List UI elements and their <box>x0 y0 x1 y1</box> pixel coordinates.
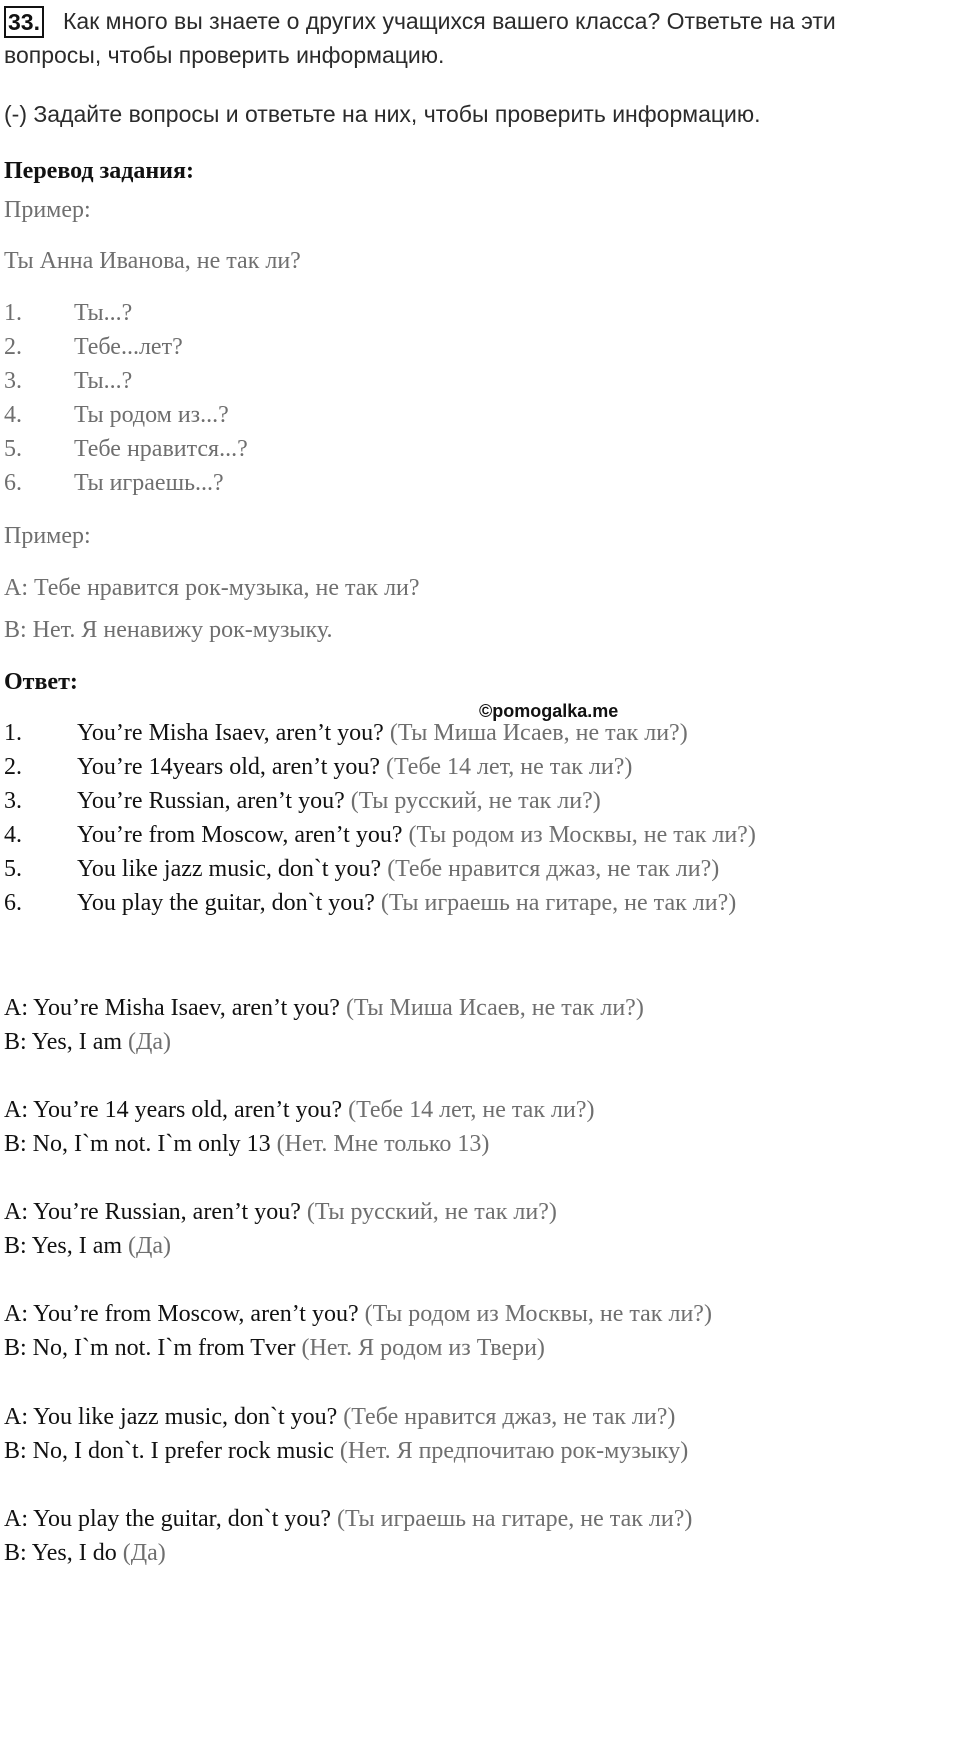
dialog-en: B: No, I don`t. I prefer rock music <box>4 1438 334 1464</box>
dialog-ru: (Нет. Мне только 13) <box>276 1131 490 1157</box>
answer-item <box>77 786 601 816</box>
dialog-line-b <box>4 1538 166 1568</box>
dialog-line-b <box>4 1436 688 1466</box>
dialog-en: A: You play the guitar, don`t you? <box>4 1506 332 1532</box>
task-line-3: (-) Задайте вопросы и ответьте на них, чтобы проверить информацию. <box>4 101 761 127</box>
answer-en: You play the guitar, don`t you? <box>77 890 375 916</box>
answer-heading: Ответ: <box>4 669 78 695</box>
list-item-number: 6. <box>4 470 22 496</box>
example-label-2: Пример: <box>4 523 91 549</box>
answer-en: You’re Russian, aren’t you? <box>77 788 345 814</box>
dialog-line-a <box>4 993 644 1023</box>
answer-item <box>77 718 688 748</box>
answer-item <box>77 820 756 850</box>
dialog-line-b <box>4 1333 545 1363</box>
dialog-ru: (Тебе нравится джаз, не так ли?) <box>343 1404 676 1430</box>
answer-ru: (Ты Миша Исаев, не так ли?) <box>389 720 688 746</box>
dialog-en: A: You’re 14 years old, aren’t you? <box>4 1097 343 1123</box>
dialog-en: B: Yes, I do <box>4 1540 117 1566</box>
answer-en: You like jazz music, don`t you? <box>77 856 382 882</box>
dialog-ru: (Тебе 14 лет, не так ли?) <box>348 1097 595 1123</box>
dialog-ru: (Да) <box>122 1540 166 1566</box>
list-item: Тебе нравится...? <box>74 436 248 462</box>
task-number-box: 33. <box>4 6 44 38</box>
dialog-line-b <box>4 1129 489 1159</box>
task-line-2: вопросы, чтобы проверить информацию. <box>4 42 445 68</box>
example-dialog-b: B: Нет. Я ненавижу рок-музыку. <box>4 617 333 643</box>
list-item: Ты родом из...? <box>74 402 229 428</box>
list-item-number: 5. <box>4 436 22 462</box>
answer-item <box>77 752 632 782</box>
example-dialog-a: A: Тебе нравится рок-музыка, не так ли? <box>4 575 420 601</box>
list-item-number: 4. <box>4 402 22 428</box>
dialog-line-a <box>4 1299 712 1329</box>
dialog-en: B: No, I`m not. I`m from Tver <box>4 1335 296 1361</box>
dialog-ru: (Да) <box>128 1233 172 1259</box>
dialog-en: B: No, I`m not. I`m only 13 <box>4 1131 271 1157</box>
dialog-ru: (Ты русский, не так ли?) <box>306 1199 557 1225</box>
answer-number: 6. <box>4 890 22 916</box>
answer-number: 3. <box>4 788 22 814</box>
answer-ru: (Ты русский, не так ли?) <box>350 788 601 814</box>
dialog-line-b <box>4 1231 171 1261</box>
example-label: Пример: <box>4 197 91 223</box>
dialog-ru: (Нет. Я родом из Твери) <box>301 1335 545 1361</box>
list-item-number: 2. <box>4 334 22 360</box>
dialog-en: B: Yes, I am <box>4 1233 123 1259</box>
answer-number: 5. <box>4 856 22 882</box>
dialog-line-b <box>4 1027 171 1057</box>
dialog-en: A: You’re Misha Isaev, aren’t you? <box>4 995 340 1021</box>
dialog-ru: (Ты играешь на гитаре, не так ли?) <box>337 1506 693 1532</box>
answer-ru: (Тебе 14 лет, не так ли?) <box>386 754 633 780</box>
list-item-number: 1. <box>4 300 22 326</box>
answer-ru: (Ты родом из Москвы, не так ли?) <box>408 822 756 848</box>
answer-en: You’re from Moscow, aren’t you? <box>77 822 403 848</box>
dialog-en: A: You like jazz music, don`t you? <box>4 1404 338 1430</box>
dialog-en: B: Yes, I am <box>4 1029 123 1055</box>
answer-item <box>77 888 736 918</box>
answer-ru: (Ты играешь на гитаре, не так ли?) <box>380 890 737 916</box>
list-item-number: 3. <box>4 368 22 394</box>
list-item: Тебе...лет? <box>74 334 183 360</box>
task-line-1: Как много вы знаете о других учащихся вашего класса? Ответьте на эти <box>63 8 836 34</box>
dialog-ru: (Да) <box>128 1029 172 1055</box>
dialog-line-a <box>4 1197 557 1227</box>
answer-item <box>77 854 719 884</box>
example-text: Ты Анна Иванова, не так ли? <box>4 248 301 274</box>
answer-en: You’re Misha Isaev, aren’t you? <box>77 720 384 746</box>
answer-ru: (Тебе нравится джаз, не так ли?) <box>387 856 720 882</box>
answer-number: 4. <box>4 822 22 848</box>
dialog-line-a <box>4 1095 594 1125</box>
translation-heading: Перевод задания: <box>4 158 194 184</box>
dialog-en: A: You’re from Moscow, aren’t you? <box>4 1301 359 1327</box>
list-item: Ты...? <box>74 368 133 394</box>
dialog-ru: (Ты родом из Москвы, не так ли?) <box>364 1301 712 1327</box>
dialog-en: A: You’re Russian, aren’t you? <box>4 1199 301 1225</box>
answer-number: 1. <box>4 720 22 746</box>
dialog-line-a <box>4 1504 692 1534</box>
list-item: Ты...? <box>74 300 133 326</box>
list-item: Ты играешь...? <box>74 470 224 496</box>
dialog-ru: (Нет. Я предпочитаю рок-музыку) <box>339 1438 689 1464</box>
watermark: ©pomogalka.me <box>479 701 619 721</box>
answer-number: 2. <box>4 754 22 780</box>
dialog-ru: (Ты Миша Исаев, не так ли?) <box>345 995 644 1021</box>
dialog-line-a <box>4 1402 675 1432</box>
answer-en: You’re 14years old, aren’t you? <box>77 754 381 780</box>
